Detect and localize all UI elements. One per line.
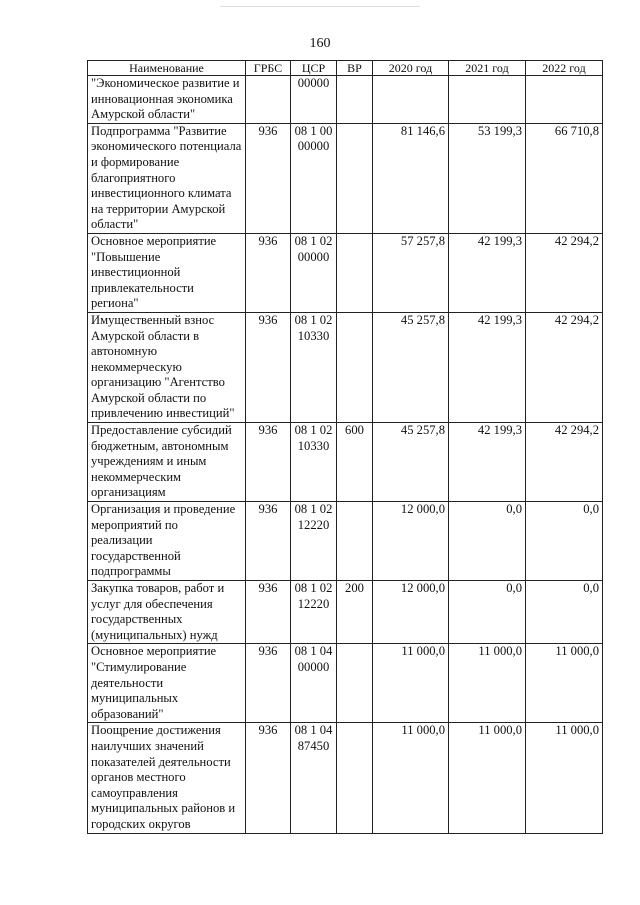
cell-name: Основное мероприятие "Стимулирование деятельности муниципальных образований" [88,644,246,723]
cell-grbs [246,76,291,124]
cell-2021: 11 000,0 [449,723,526,833]
cell-csr: 08 1 00 00000 [291,123,337,233]
cell-csr: 08 1 02 10330 [291,312,337,422]
table-row [88,423,603,502]
cell-name: Имущественный взнос Амурской области в автономную некоммерческую организацию "Агентство Амурской области по привлечению инвестиций" [88,312,246,422]
cell-name: Закупка товаров, работ и услуг для обеспечения государственных (муниципальных) нужд [88,581,246,644]
scan-artifact-line [220,6,420,7]
cell-vr [337,723,373,833]
cell-name: Организация и проведение мероприятий по реализации государственной подпрограммы [88,502,246,581]
cell-vr [337,312,373,422]
cell-2020: 12 000,0 [373,502,449,581]
cell-vr [337,233,373,312]
cell-csr: 08 1 02 12220 [291,502,337,581]
table-row [88,502,603,581]
cell-2020: 12 000,0 [373,581,449,644]
table-row [88,312,603,422]
cell-2022: 42 294,2 [526,312,603,422]
cell-2022: 0,0 [526,581,603,644]
header-2020: 2020 год [373,61,449,76]
cell-2020: 11 000,0 [373,644,449,723]
cell-2022: 66 710,8 [526,123,603,233]
cell-2020 [373,76,449,124]
header-csr: ЦСР [291,61,337,76]
cell-vr: 200 [337,581,373,644]
cell-grbs: 936 [246,723,291,833]
table-row [88,644,603,723]
cell-csr: 08 1 04 00000 [291,644,337,723]
cell-grbs: 936 [246,581,291,644]
cell-2021: 42 199,3 [449,423,526,502]
cell-2020: 57 257,8 [373,233,449,312]
table-header-row [88,61,603,76]
cell-2020: 81 146,6 [373,123,449,233]
cell-csr: 08 1 04 87450 [291,723,337,833]
cell-2020: 45 257,8 [373,423,449,502]
cell-2022: 42 294,2 [526,233,603,312]
cell-csr: 08 1 02 10330 [291,423,337,502]
header-2022: 2022 год [526,61,603,76]
cell-name: "Экономическое развитие и инновационная экономика Амурской области" [88,76,246,124]
cell-vr [337,644,373,723]
cell-name: Подпрограмма "Развитие экономического потенциала и формирование благоприятного инвестиционного климата на территории Амурской области" [88,123,246,233]
header-grbs: ГРБС [246,61,291,76]
cell-name: Поощрение достижения наилучших значений показателей деятельности органов местного самоуправления муниципальных районов и городских округов [88,723,246,833]
cell-csr: 08 1 02 12220 [291,581,337,644]
cell-vr [337,123,373,233]
cell-name: Предоставление субсидий бюджетным, автономным учреждениям и иным некоммерческим организациям [88,423,246,502]
cell-2021: 53 199,3 [449,123,526,233]
table-row [88,233,603,312]
cell-2022: 11 000,0 [526,644,603,723]
cell-vr [337,76,373,124]
cell-2020: 11 000,0 [373,723,449,833]
cell-2022: 11 000,0 [526,723,603,833]
cell-grbs: 936 [246,123,291,233]
cell-2021: 0,0 [449,502,526,581]
header-vr: ВР [337,61,373,76]
page-number: 160 [309,36,331,51]
cell-grbs: 936 [246,502,291,581]
cell-grbs: 936 [246,312,291,422]
cell-vr [337,502,373,581]
cell-2020: 45 257,8 [373,312,449,422]
cell-2021 [449,76,526,124]
cell-2022: 0,0 [526,502,603,581]
header-2021: 2021 год [449,61,526,76]
budget-table [87,60,603,834]
cell-csr: 00000 [291,76,337,124]
cell-2021: 11 000,0 [449,644,526,723]
cell-grbs: 936 [246,233,291,312]
cell-2021: 0,0 [449,581,526,644]
cell-2021: 42 199,3 [449,233,526,312]
cell-name: Основное мероприятие "Повышение инвестиционной привлекательности региона" [88,233,246,312]
cell-grbs: 936 [246,423,291,502]
cell-csr: 08 1 02 00000 [291,233,337,312]
cell-2022 [526,76,603,124]
cell-vr: 600 [337,423,373,502]
table-row [88,581,603,644]
table-row [88,123,603,233]
header-name: Наименование [88,61,246,76]
table-row [88,76,603,124]
cell-2021: 42 199,3 [449,312,526,422]
table-row [88,723,603,833]
cell-2022: 42 294,2 [526,423,603,502]
cell-grbs: 936 [246,644,291,723]
